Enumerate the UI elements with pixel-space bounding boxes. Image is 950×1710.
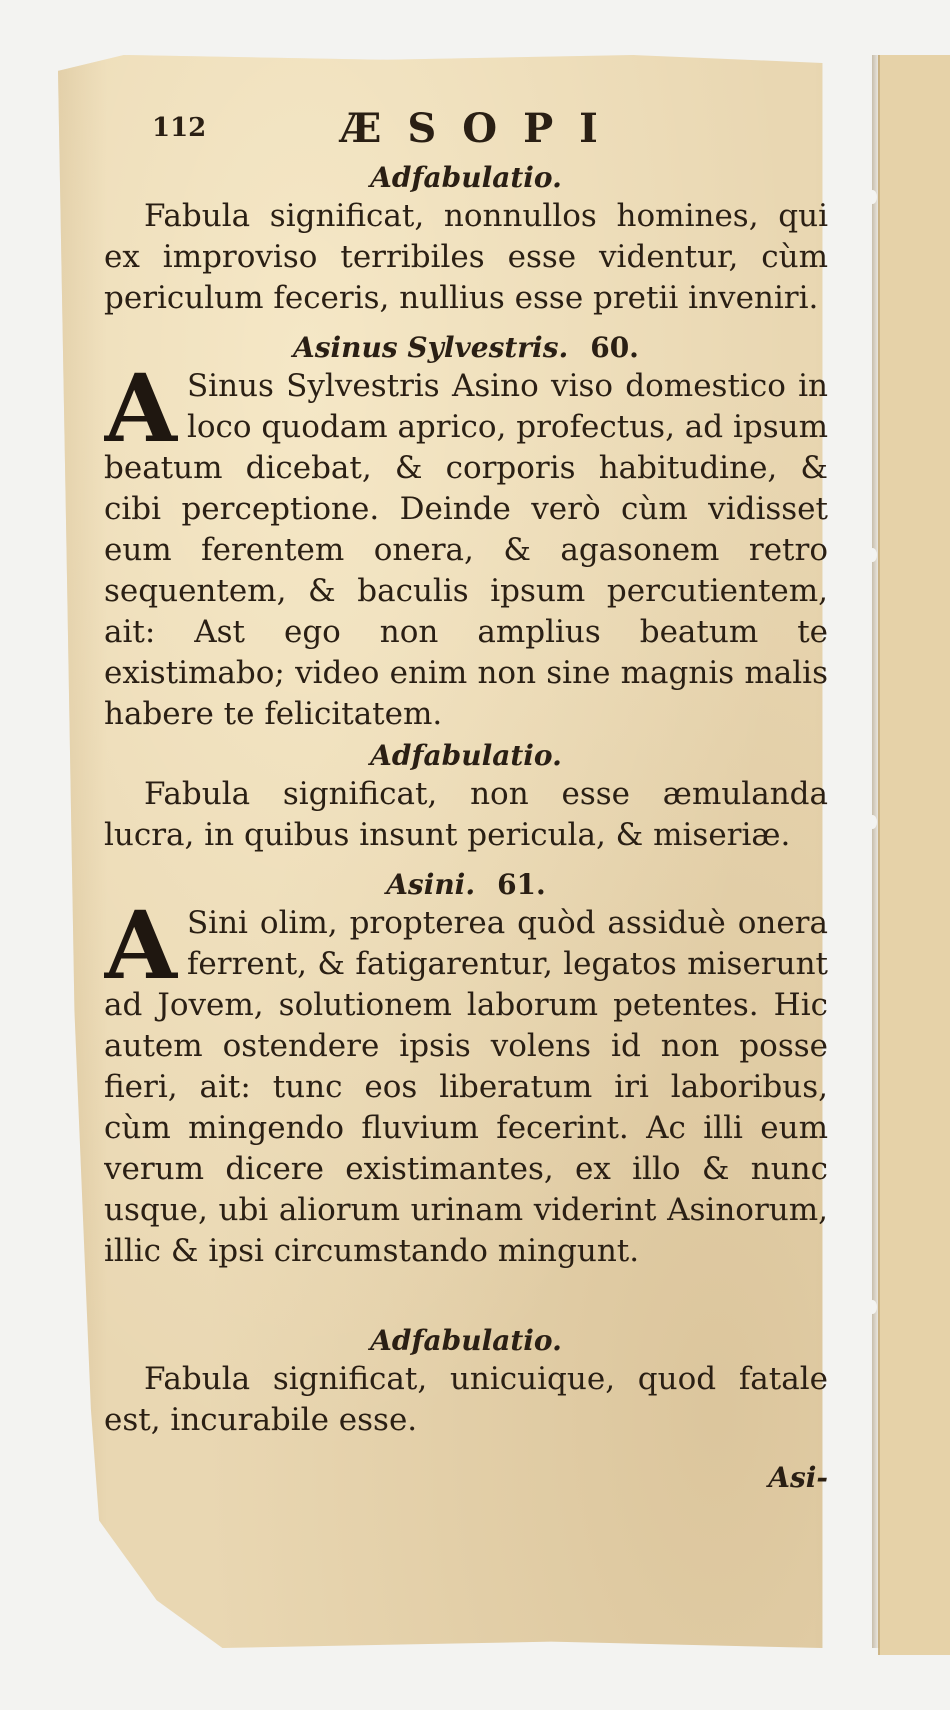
binding-hole — [868, 815, 877, 829]
page-header — [104, 105, 828, 157]
fable-body — [104, 366, 828, 735]
moral-heading: Adfabulatio. — [370, 1324, 562, 1357]
page-number: 112 — [152, 113, 207, 143]
moral-heading: Adfabulatio. — [370, 739, 562, 772]
binding-hole — [868, 190, 877, 204]
fable-heading — [104, 331, 828, 364]
drop-cap: A — [104, 366, 177, 464]
fable-text: Sinus Sylvestris Asino viso domestico in loco quodam aprico, profectus, ad ipsum beatum dicebat, & corporis habitudine, & cibi perceptione. Deinde verò cùm vidisset eum ferentem onera, & agasonem retro sequentem, & baculis ipsum percutientem, ait: Ast ego non amplius beatum te existimabo; video enim non sine magnis malis habere te felicitatem. — [104, 368, 828, 732]
fable-body — [104, 903, 828, 1272]
moral-text: Fabula significat, nonnullos homines, qui ex improviso terribiles esse videntur, cùm periculum feceris, nullius esse pretii inveniri. — [104, 198, 828, 316]
fable-text: Sini olim, propterea quòd assiduè onera ferrent, & fatigarentur, legatos miserunt ad Jovem, solutionem laborum petentes. Hic autem ostendere ipsis volens id non posse fieri, ait: tunc eos liberatum iri laboribus, cùm mingendo fluvium fecerint. Ac illi eum verum dicere existimantes, ex illo & nunc usque, ubi aliorum urinam viderint Asinorum, illic & ipsi circumstando mingunt. — [104, 905, 828, 1269]
fable-title: Asinus Sylvestris. — [293, 331, 569, 364]
fable-title: Asini. — [386, 868, 476, 901]
moral-text: Fabula significat, unicuique, quod fatale est, incurabile esse. — [104, 1361, 828, 1438]
catchword: Asi- — [768, 1461, 828, 1494]
fable-number: 60. — [590, 331, 639, 364]
drop-cap: A — [104, 903, 177, 1001]
binding-hole — [868, 548, 877, 562]
fable-heading — [104, 868, 828, 901]
binding-hole — [868, 1300, 877, 1314]
page-content — [104, 105, 828, 1494]
fable-number: 61. — [497, 868, 546, 901]
spacer — [104, 1272, 828, 1320]
page-gutter-shadow — [872, 55, 880, 1648]
moral-heading: Adfabulatio. — [370, 161, 562, 194]
facing-page-edge — [878, 55, 950, 1655]
running-title: ÆSOPI — [340, 105, 624, 152]
moral-text: Fabula significat, non esse æmulanda lucra, in quibus insunt pericula, & miseriæ. — [104, 776, 828, 853]
